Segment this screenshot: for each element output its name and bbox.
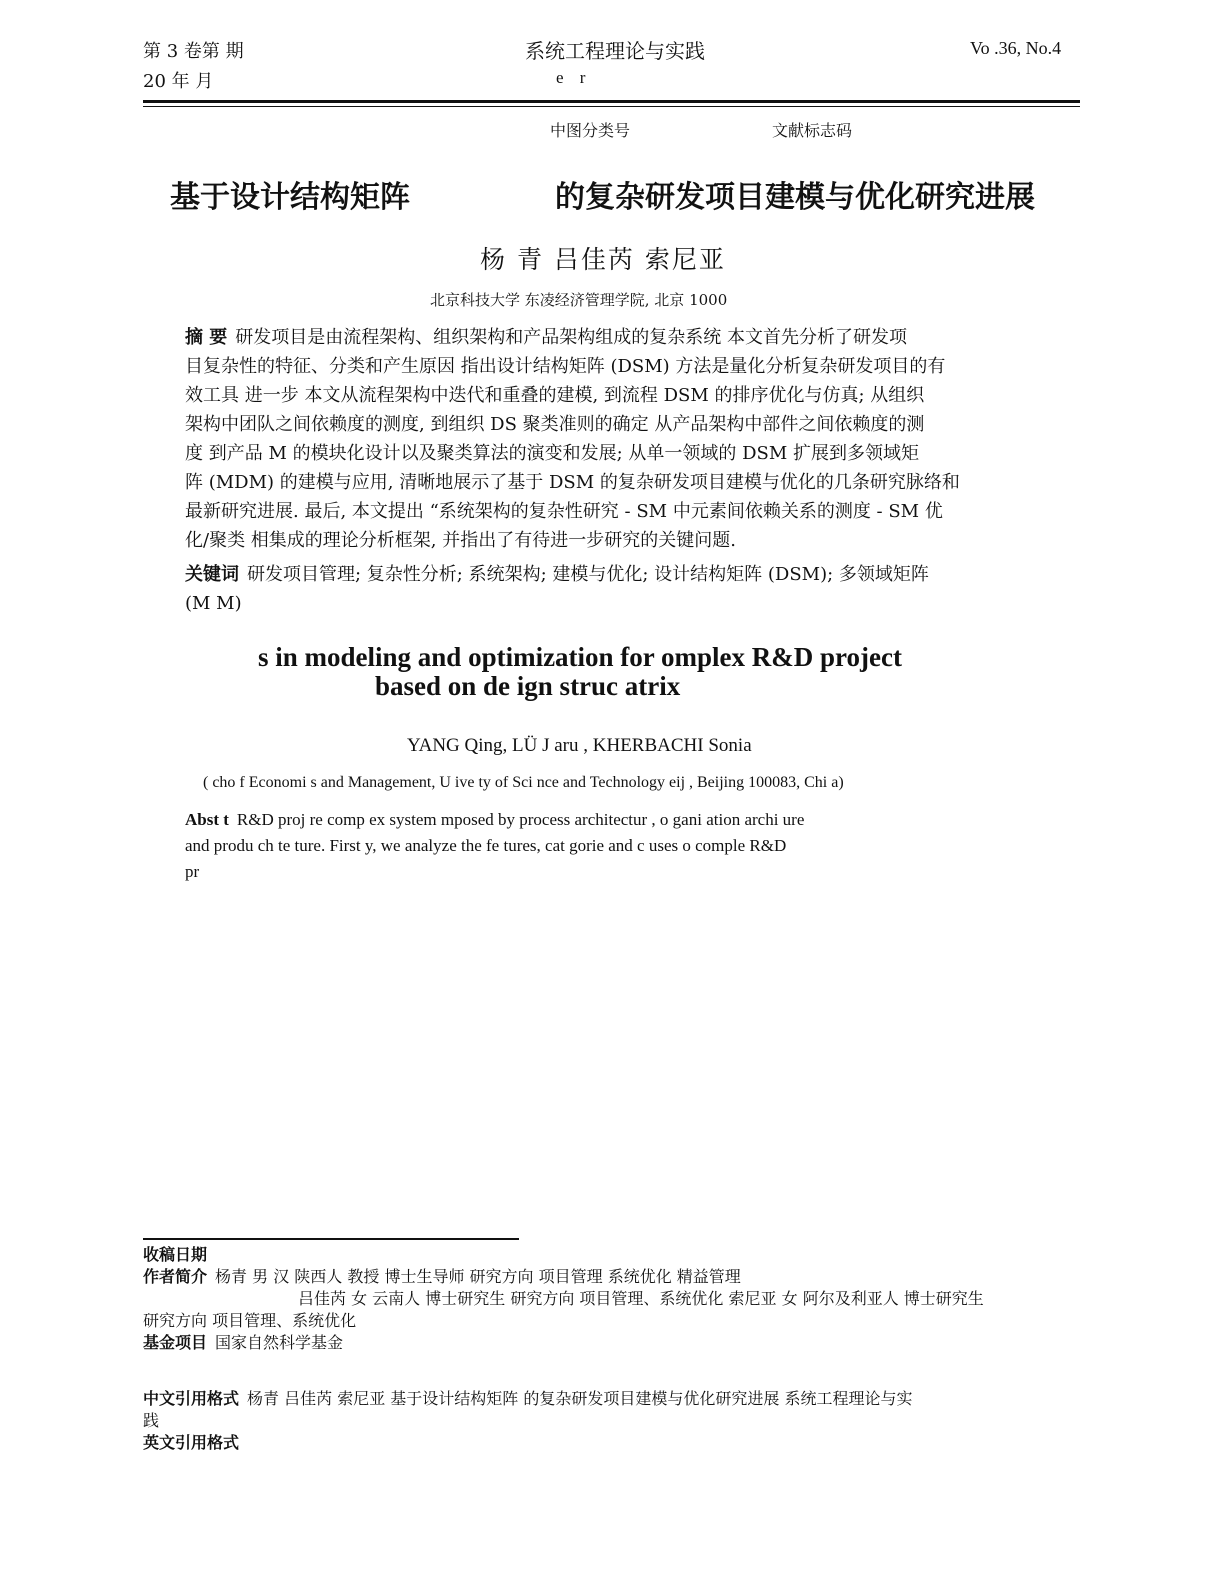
doc-code-label: 文献标志码 xyxy=(772,121,853,140)
abstract-en-line: pr xyxy=(185,862,200,881)
cite-en-label: 英文引用格式 xyxy=(143,1433,240,1452)
keywords-cn-label: 关键词 xyxy=(185,564,239,585)
abstract-cn-line: 目复杂性的特征、分类和产生原因 指出设计结构矩阵 (DSM) 方法是量化分析复杂研发项目的有 xyxy=(185,356,946,377)
authors-en: YANG Qing, LÜ J aru , KHERBACHI Sonia xyxy=(407,735,752,756)
bio-label: 作者简介 xyxy=(143,1267,208,1286)
bio-text: 吕佳芮 女 云南人 博士研究生 研究方向 项目管理、系统优化 索尼亚 女 阿尔及利亚人 博士研究生 xyxy=(298,1289,984,1308)
bio-text: 研究方向 项目管理、系统优化 xyxy=(143,1311,357,1330)
abstract-en-line: and produ ch te ture. First y, we analyze the fe tures, cat gorie and c uses o comple R&D xyxy=(185,836,787,855)
abstract-cn xyxy=(185,323,1037,555)
publication-date-cn: 20 年 月 xyxy=(143,71,214,92)
journal-name: 系统工程理论与实践 xyxy=(525,39,705,63)
abstract-cn-line: 阵 (MDM) 的建模与应用, 清晰地展示了基于 DSM 的复杂研发项目建模与优化的几条研究脉络和 xyxy=(185,472,960,493)
footnotes xyxy=(143,1244,1083,1354)
title-cn-part2: 的复杂研发项目建模与优化研究进展 xyxy=(555,180,1035,215)
received-label: 收稿日期 xyxy=(143,1245,208,1264)
title-cn-part1: 基于设计结构矩阵 xyxy=(170,180,410,215)
journal-subtitle: e r xyxy=(556,68,592,87)
abstract-cn-line: 效工具 进一步 本文从流程架构中迭代和重叠的建模, 到流程 DSM 的排序优化与仿真; 从组织 xyxy=(185,385,925,406)
keywords-cn xyxy=(185,560,1037,618)
fund-label: 基金项目 xyxy=(143,1333,208,1352)
fund-text: 国家自然科学基金 xyxy=(215,1333,344,1352)
cite-cn-text: 践 xyxy=(143,1411,160,1430)
abstract-cn-line: 摘 要 研发项目是由流程架构、组织架构和产品架构组成的复杂系统 本文首先分析了研发项 xyxy=(185,327,907,348)
authors-cn: 杨 青 吕佳芮 索尼亚 xyxy=(480,245,726,274)
abstract-cn-line: 最新研究进展. 最后, 本文提出 “系统架构的复杂性研究 - SM 中元素间依赖关系的测度 - SM 优 xyxy=(185,501,943,522)
title-en-line2: based on de ign struc atrix xyxy=(375,671,681,701)
affiliation-cn: 北京科技大学 东凌经济管理学院, 北京 1000 xyxy=(430,291,728,309)
abstract-cn-line: 度 到产品 M 的模块化设计以及聚类算法的演变和发展; 从单一领域的 DSM 扩展到多领域矩 xyxy=(185,443,920,464)
abstract-en-line: R&D proj re comp ex system mposed by process architectur , o gani ation archi ure xyxy=(236,810,805,829)
abstract-en-label: Abst t xyxy=(185,810,229,829)
volume-issue-en: Vo .36, No.4 xyxy=(970,38,1062,58)
clc-label: 中图分类号 xyxy=(550,121,631,140)
footnote-rule xyxy=(143,1238,519,1240)
abstract-cn-label: 摘 要 xyxy=(185,327,228,348)
keywords-cn-text: (M M) xyxy=(185,593,242,614)
abstract-cn-line: 架构中团队之间依赖度的测度, 到组织 DS 聚类准则的确定 从产品架构中部件之间依赖度的测 xyxy=(185,414,925,435)
abstract-en xyxy=(185,807,1037,885)
header-rule-thick xyxy=(143,100,1080,103)
affiliation-en: ( cho f Economi s and Management, U ive ty of Sci nce and Technology eij , Beijing 100083, Chi a) xyxy=(203,774,844,791)
title-en-line1: s in modeling and optimization for omplex R&D project xyxy=(258,642,902,672)
keywords-cn-text: 研发项目管理; 复杂性分析; 系统架构; 建模与优化; 设计结构矩阵 (DSM); 多领域矩阵 xyxy=(247,564,929,585)
citation xyxy=(143,1388,1083,1454)
header-rule-thin xyxy=(143,106,1080,107)
bio-text: 杨青 男 汉 陕西人 教授 博士生导师 研究方向 项目管理 系统优化 精益管理 xyxy=(215,1267,741,1286)
cite-cn-label: 中文引用格式 xyxy=(143,1389,240,1408)
volume-issue-cn: 第 3 卷第 期 xyxy=(143,41,244,62)
cite-cn-text: 杨青 吕佳芮 索尼亚 基于设计结构矩阵 的复杂研发项目建模与优化研究进展 系统工程理论与实 xyxy=(247,1389,913,1408)
abstract-cn-line: 化/聚类 相集成的理论分析框架, 并指出了有待进一步研究的关键问题. xyxy=(185,530,736,551)
